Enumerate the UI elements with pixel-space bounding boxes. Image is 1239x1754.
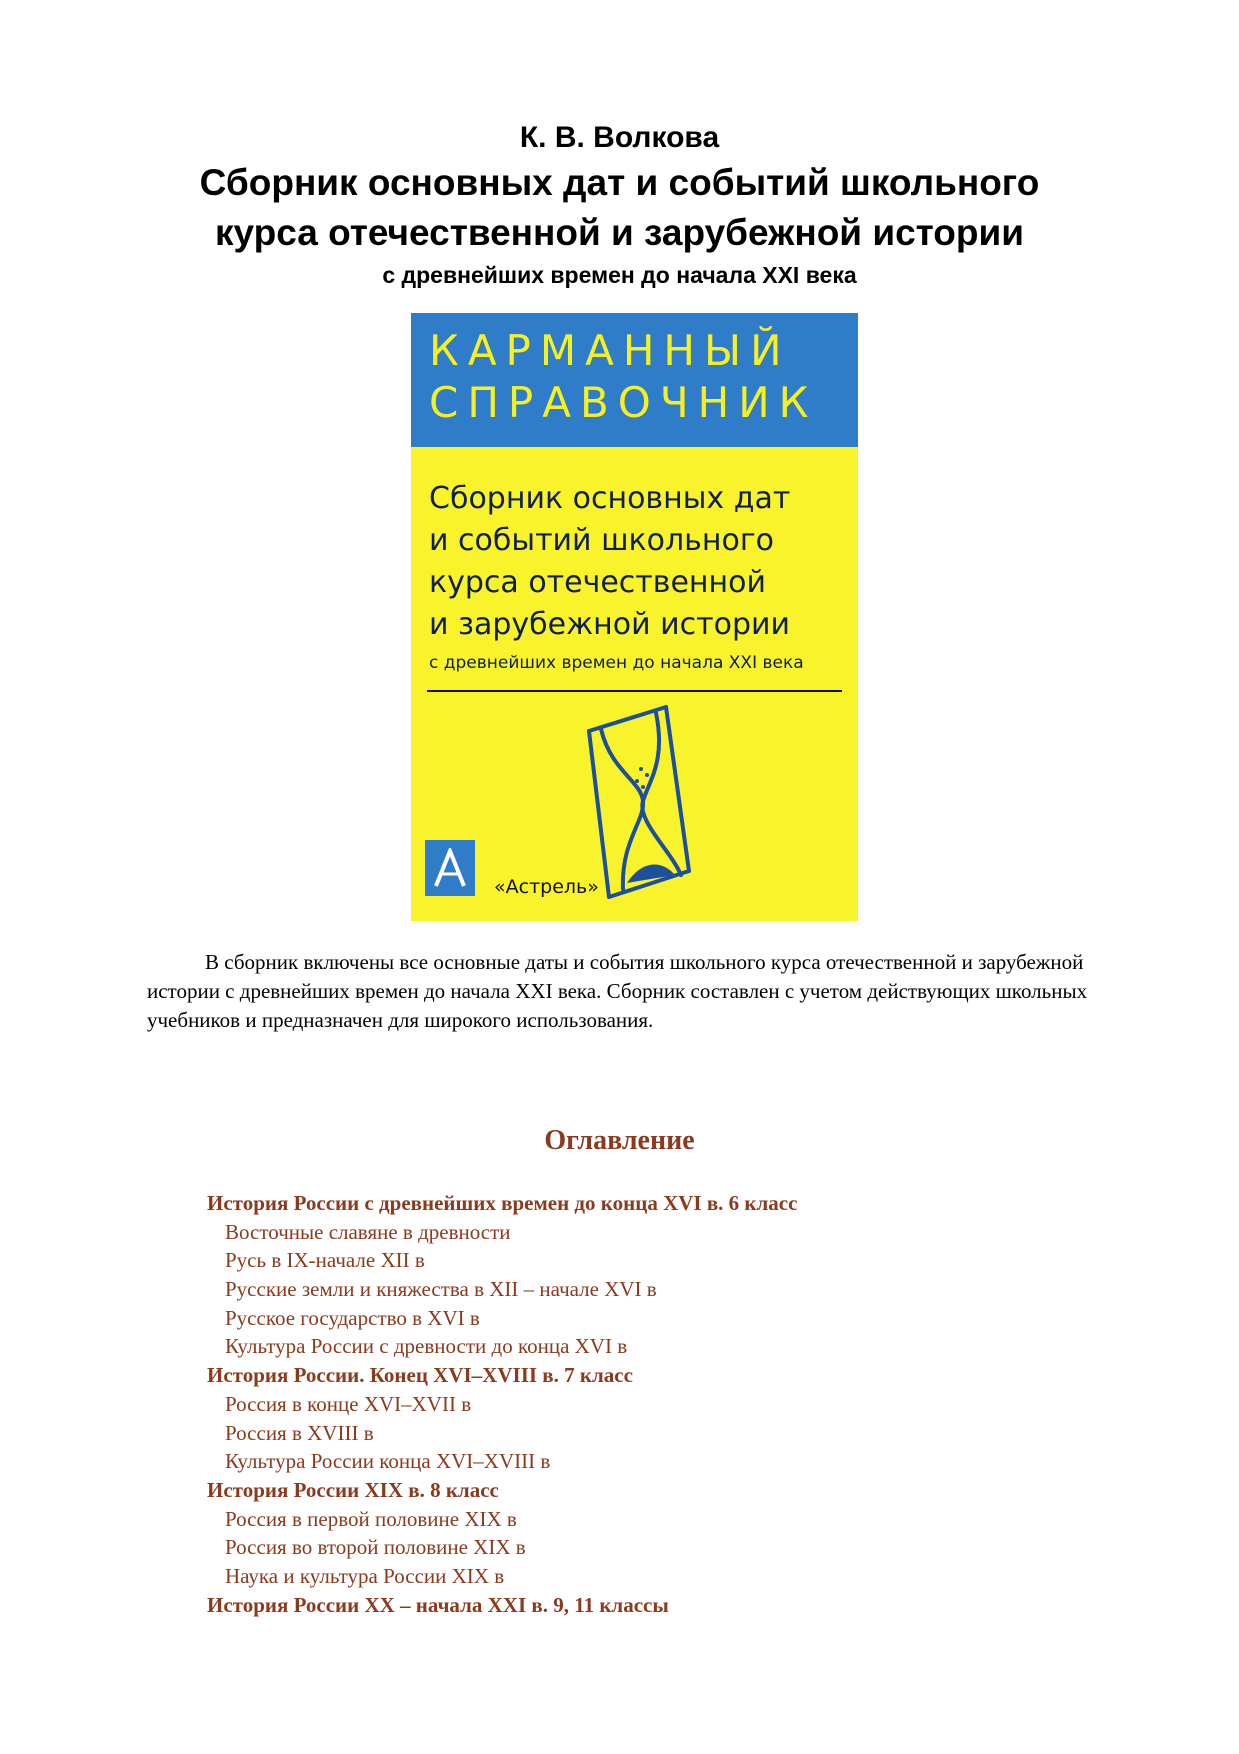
toc-section-link[interactable]: История России. Конец XVI–XVIII в. 7 класс	[207, 1363, 633, 1388]
toc-item-link[interactable]: Россия в XVIII в	[225, 1420, 374, 1445]
toc-section-link[interactable]: История России XIX в. 8 класс	[207, 1477, 499, 1502]
astrel-logo-icon	[425, 840, 475, 896]
toc-item-link[interactable]: Культура России конца XVI–XVIII в	[225, 1449, 551, 1474]
toc-item-link[interactable]: Русское государство в XVI в	[225, 1305, 480, 1330]
toc-item-link[interactable]: Россия в конце XVI–XVII в	[225, 1391, 472, 1416]
toc-section-link[interactable]: История России с древнейших времен до конца XVI в. 6 класс	[207, 1191, 798, 1215]
toc-item-link[interactable]: Русь в IX-начале XII в	[225, 1248, 425, 1273]
cover-subtitle: с древнейших времен до начала XXI века	[429, 653, 804, 673]
document-title-line-2: курса отечественной и зарубежной истории	[215, 212, 1024, 253]
cover-publisher: «Астрель»	[494, 876, 599, 898]
toc-item-link[interactable]: Восточные славяне в древности	[225, 1219, 511, 1244]
document-subtitle: с древнейших времен до начала XXI века	[382, 262, 857, 288]
table-of-contents	[207, 1189, 1207, 1619]
document-header	[0, 118, 1239, 292]
book-cover	[411, 313, 858, 921]
document-title-line-1: Сборник основных дат и событий школьного	[199, 162, 1040, 203]
hourglass-icon	[571, 701, 701, 901]
cover-book-title: Сборник основных дат и событий школьного курса отечественной и зарубежной истории	[429, 481, 791, 642]
toc-item-link[interactable]: Русские земли и княжества в XII – начале XVI в	[225, 1277, 657, 1302]
toc-item-link[interactable]: Наука и культура России XIX в	[225, 1563, 505, 1588]
cover-series-title: КАРМАННЫЙ СПРАВОЧНИК	[429, 326, 818, 427]
toc-item-link[interactable]: Культура России с древности до конца XVI в	[225, 1334, 628, 1359]
author-name: К. В. Волкова	[519, 121, 720, 154]
book-description: В сборник включены все основные даты и события школьного курса отечественной и зарубежной истории с древнейших времен до начала XXI века. Сборник составлен с учетом действующих школьных учебников и предназначен для широкого использования.	[147, 950, 1088, 1032]
toc-item-link[interactable]: Россия во второй половине XIX в	[225, 1535, 526, 1560]
toc-heading: Оглавление	[544, 1125, 695, 1156]
toc-section-link[interactable]: История России XX – начала XXI в. 9, 11 классы	[207, 1592, 669, 1617]
cover-divider	[427, 690, 842, 692]
toc-item-link[interactable]: Россия в первой половине XIX в	[225, 1506, 517, 1531]
